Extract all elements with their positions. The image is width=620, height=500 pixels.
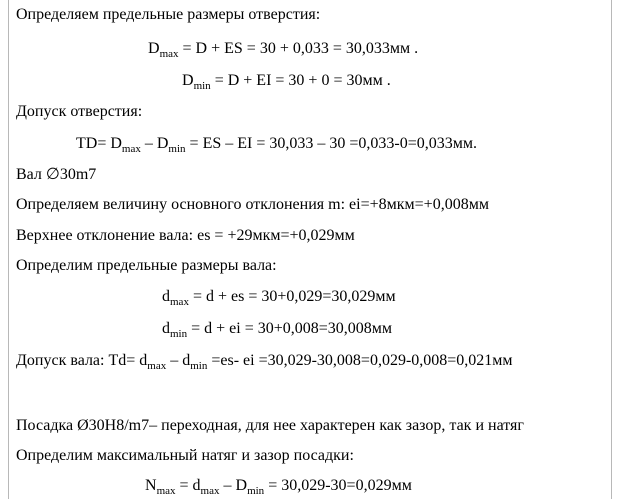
eq-subscript: max xyxy=(147,360,167,372)
equation-dmax xyxy=(148,40,418,63)
eq-subscript: min xyxy=(247,485,265,497)
eq-subscript: max xyxy=(159,48,179,60)
eq-subscript: max xyxy=(121,143,141,155)
eq-subscript: min xyxy=(170,328,188,340)
eq-symbol: d xyxy=(162,320,170,337)
eq-part: N xyxy=(145,477,157,494)
eq-body: = d + ei = 30+0,008=30,008мм xyxy=(187,320,393,337)
heading-hole-limits: Определяем предельные размеры отверстия: xyxy=(16,6,321,23)
eq-part: TD= D xyxy=(76,135,122,152)
eq-part: =es- ei =30,029-30,008=0,029-0,008=0,021мм xyxy=(207,352,513,369)
eq-part: – d xyxy=(166,352,191,369)
heading-hole-tolerance: Допуск отверстия: xyxy=(16,103,143,120)
eq-subscript: max xyxy=(156,485,176,497)
eq-part: – D xyxy=(140,135,169,152)
equation-dmax-shaft xyxy=(162,288,396,311)
eq-subscript: max xyxy=(200,485,220,497)
eq-body: = d + es = 30+0,029=30,029мм xyxy=(188,288,396,305)
eq-part: – D xyxy=(219,477,248,494)
eq-symbol: D xyxy=(148,40,160,57)
eq-symbol: D xyxy=(182,72,194,89)
equation-nmax xyxy=(145,477,412,500)
heading-shaft-limits: Определим предельные размеры вала: xyxy=(16,257,277,274)
shaft-label: Вал ∅30m7 xyxy=(16,166,97,183)
eq-subscript: min xyxy=(190,360,208,372)
eq-symbol: d xyxy=(162,288,170,305)
text-basic-deviation: Определяем величину основного отклонения m: ei=+8мкм=+0,008мм xyxy=(16,196,489,213)
eq-part: Допуск вала: Td= d xyxy=(16,352,148,369)
eq-subscript: min xyxy=(193,80,211,92)
equation-dmin xyxy=(182,72,391,95)
eq-part: = ES – EI = 30,033 – 30 =0,033-0=0,033мм. xyxy=(185,135,477,152)
eq-part: = d xyxy=(175,477,201,494)
eq-body: = D + ES = 30 + 0,033 = 30,033мм . xyxy=(178,40,419,57)
eq-body: = D + EI = 30 + 0 = 30мм . xyxy=(210,72,391,89)
equation-dmin-shaft xyxy=(162,320,392,343)
text-fit-type: Посадка Ø30H8/m7– переходная, для нее характерен как зазор, так и натяг xyxy=(16,417,524,434)
heading-fit-interference: Определим максимальный натяг и зазор посадки: xyxy=(16,447,354,464)
equation-td xyxy=(76,135,477,158)
text-upper-deviation: Верхнее отклонение вала: es = +29мкм=+0,029мм xyxy=(16,227,355,244)
eq-part: = 30,029-30=0,029мм xyxy=(264,477,412,494)
eq-subscript: min xyxy=(168,143,186,155)
eq-subscript: max xyxy=(170,296,189,308)
equation-td-shaft xyxy=(16,352,513,375)
